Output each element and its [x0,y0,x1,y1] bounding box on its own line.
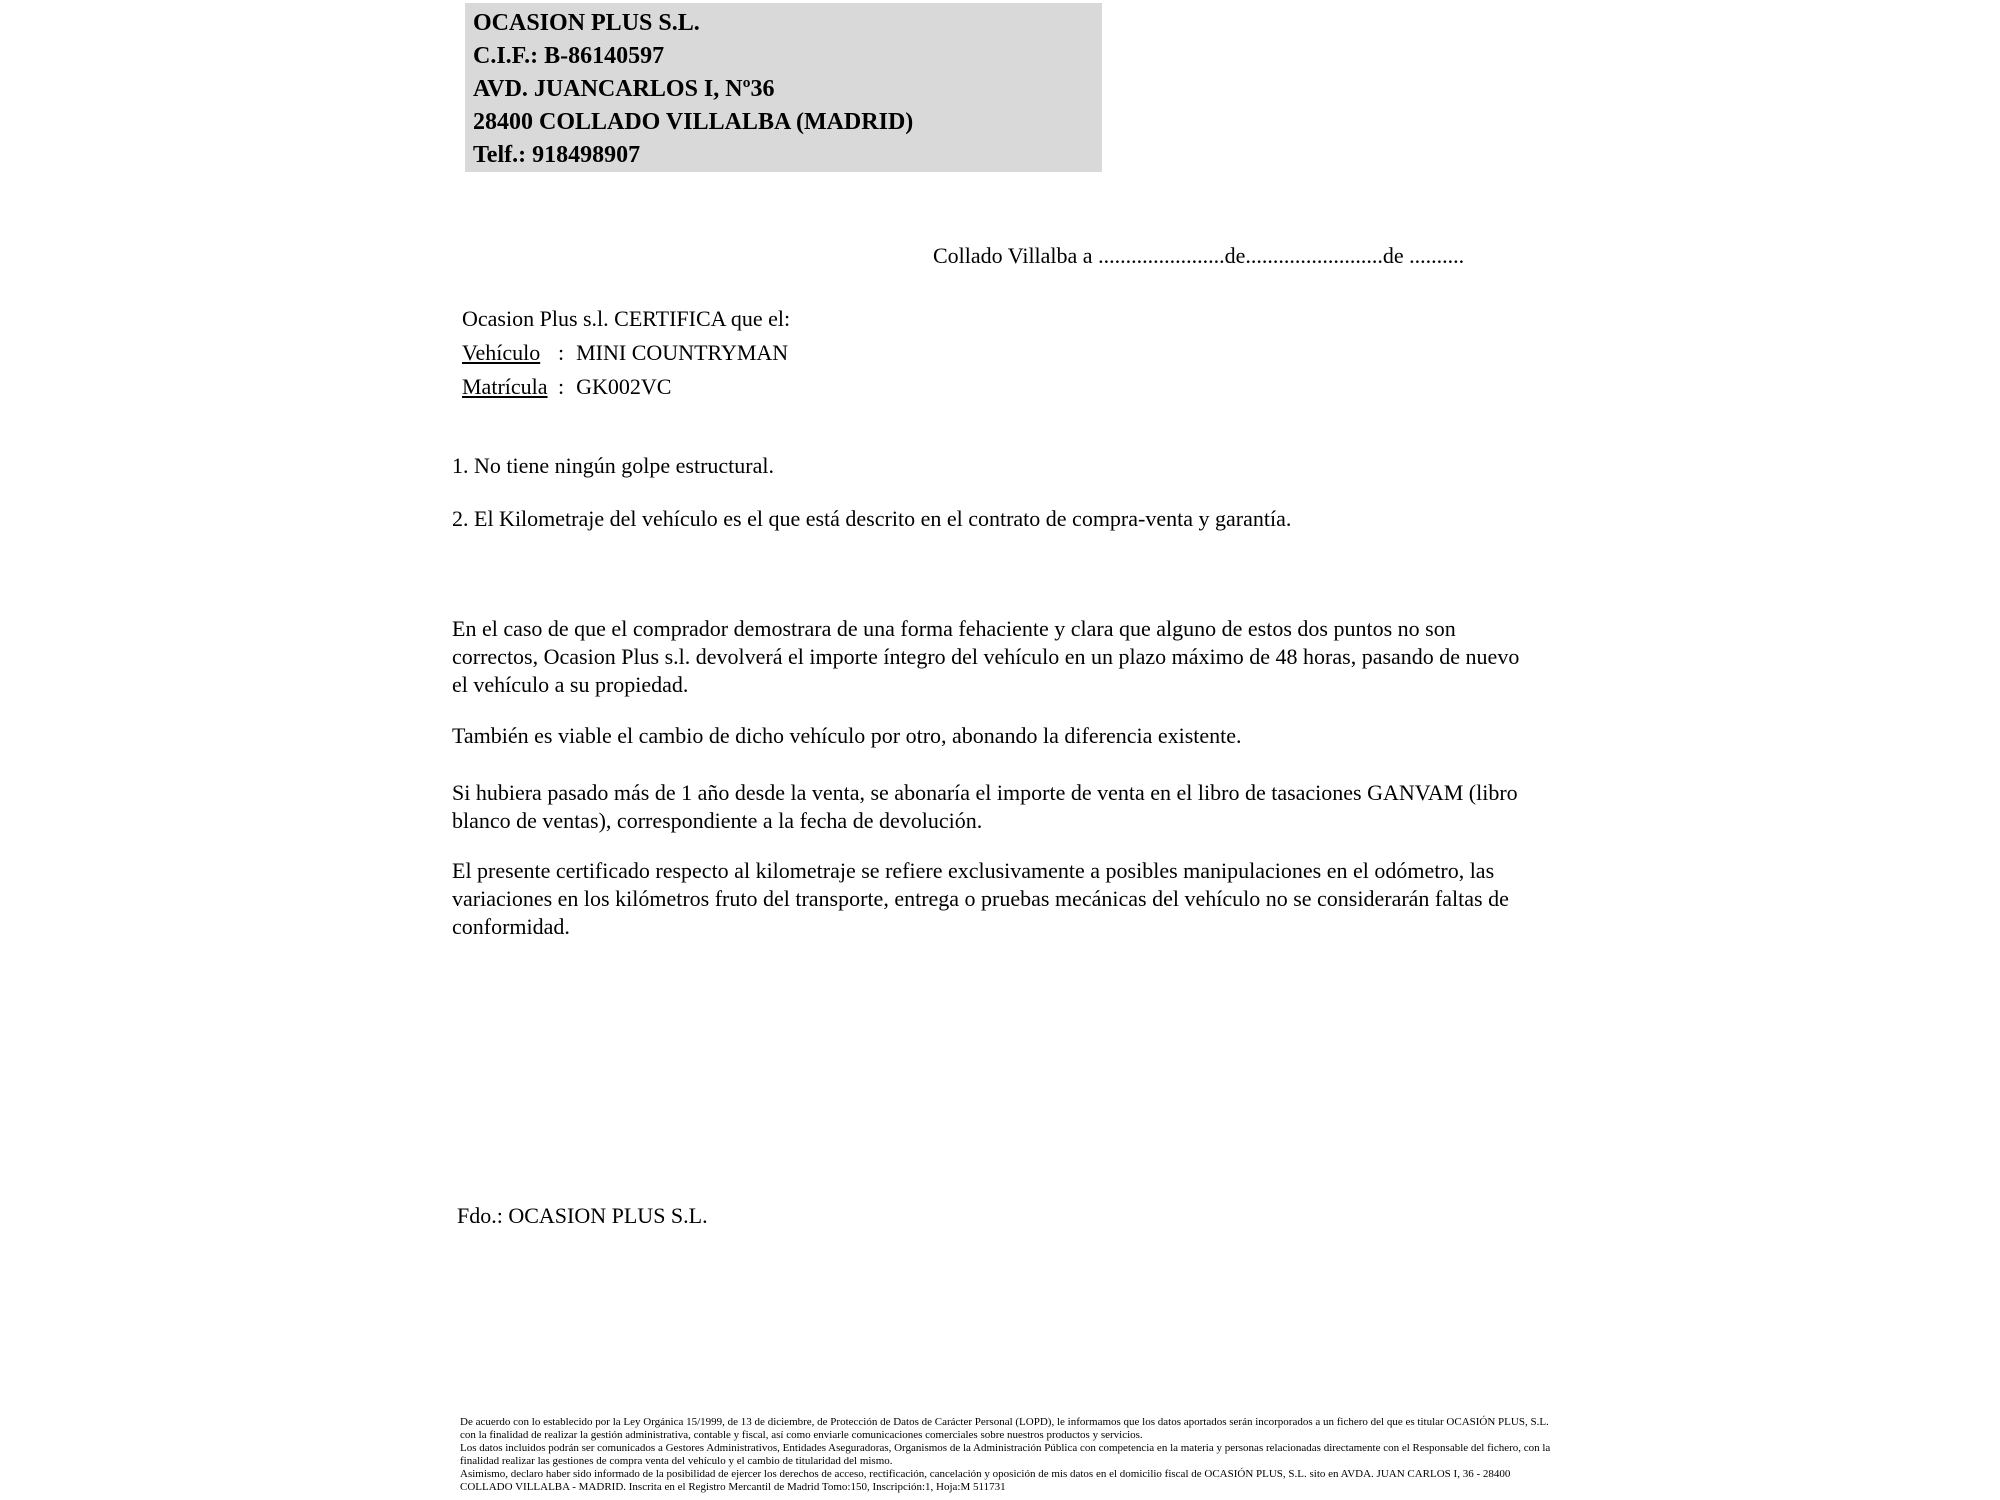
lopd-notice-paragraph: De acuerdo con lo establecido por la Ley Orgánica 15/1999, de 13 de diciembre, de Protección de Datos de Carácter Personal (LOPD), le informamos que los datos aportados serán incorporados a un fichero del que es titular OCASIÓN PLUS, S.L. con la finalidad de realizar la gestión administrativa, contable y fiscal, así como enviarle comunicaciones comerciales sobre nuestros productos y servicios. [460,1416,1549,1441]
company-address: AVD. JUANCARLOS I, Nº36 [473,76,775,102]
company-phone: Telf.: 918498907 [473,142,641,168]
data-sharing-paragraph: Los datos incluidos podrán ser comunicados a Gestores Administrativos, Entidades Aseguradoras, Organismos de la Administración Pública con competencia en la materia y personas relacionadas directamente con el Responsable del fichero, con la finalidad realizar las gestiones de compra venta del vehículo y el cambio de titularidad del mismo. [460,1441,1551,1467]
signature-line: Fdo.: OCASION PLUS S.L. [457,1203,708,1228]
date-fill-in-line: Collado Villalba a .......................de.........................de .......... [933,243,1465,268]
plate-separator: : [558,374,565,399]
certified-point-1: 1. No tiene ningún golpe estructural. [452,453,774,478]
vehicle-row [462,336,790,370]
vehicle-value: MINI COUNTRYMAN [576,340,789,365]
certified-point-2: 2. El Kilometraje del vehículo es el que está descrito en el contrato de compra-venta y garantía. [452,506,1292,531]
plate-value: GK002VC [576,374,672,399]
company-city: 28400 COLLADO VILLALBA (MADRID) [473,109,914,135]
plate-label: Matrícula [462,374,548,399]
exchange-paragraph: También es viable el cambio de dicho vehículo por otro, abonando la diferencia existente. [452,723,1242,748]
refund-paragraph: En el caso de que el comprador demostrara de una forma fehaciente y clara que alguno de estos dos puntos no son correctos, Ocasion Plus s.l. devolverá el importe íntegro del vehículo en un plazo máximo de 48 horas, pasando de nuevo el vehículo a su propiedad. [452,616,1520,697]
company-cif: C.I.F.: B-86140597 [473,43,665,69]
certification-intro: Ocasion Plus s.l. CERTIFICA que el: [462,306,791,331]
certification-block [462,302,790,404]
rights-registry-paragraph: Asimismo, declaro haber sido informado de la posibilidad de ejercer los derechos de acceso, rectificación, cancelación y oposición de mis datos en el domicilio fiscal de OCASIÓN PLUS, S.L. sito en AVDA. JUAN CARLOS I, 36 - 28400 COLLADO VILLALBA - MADRID. Inscrita en el Registro Mercantil de Madrid Tomo:150, Inscripción:1, Hoja:M 511731 [460,1467,1511,1493]
ganvam-paragraph: Si hubiera pasado más de 1 año desde la venta, se abonaría el importe de venta en el libro de tasaciones GANVAM (libro blanco de ventas), correspondiente a la fecha de devolución. [452,780,1518,833]
plate-row [462,370,790,404]
company-header-box [465,3,1102,172]
odometer-disclaimer-paragraph: El presente certificado respecto al kilometraje se refiere exclusivamente a posibles manipulaciones en el odómetro, las variaciones en los kilómetros fruto del transporte, entrega o pruebas mecánicas del vehículo no se considerarán faltas de conformidad. [452,858,1509,939]
vehicle-separator: : [558,340,565,365]
company-name: OCASION PLUS S.L. [473,10,700,36]
vehicle-label: Vehículo [462,340,541,365]
legal-footer [460,1416,1562,1493]
